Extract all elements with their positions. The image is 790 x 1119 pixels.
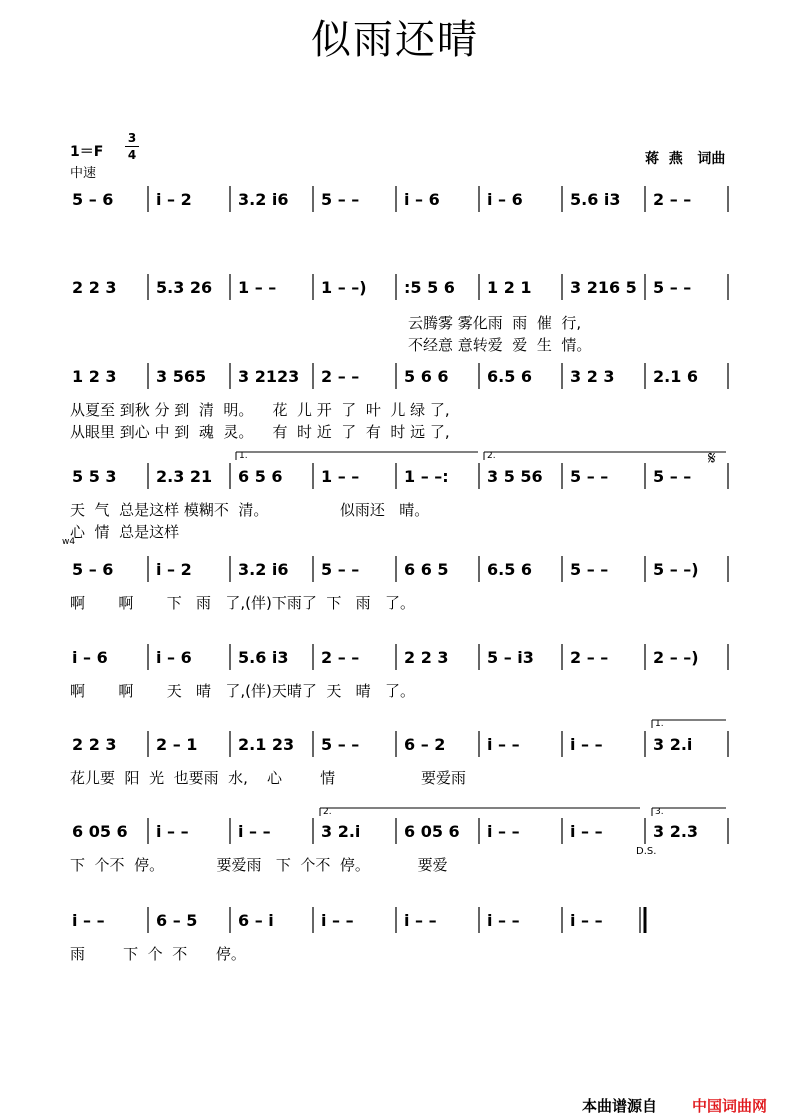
source-label: 本曲谱源自: [582, 1097, 658, 1115]
measure: 1 – –: [238, 278, 277, 297]
source-site: 中国词曲网: [692, 1097, 768, 1115]
dal-segno-mark: D.S.: [636, 846, 657, 857]
measure: i – –: [570, 735, 603, 754]
lyric-line: 啊 啊 天 晴 了,(伴)天晴了 天 晴 了。: [70, 682, 415, 700]
lyric-line: 不经意 意转爱 爱 生 情。: [408, 336, 592, 354]
measure: 3.2 i6: [238, 190, 289, 209]
measure: i – –: [570, 822, 603, 841]
measure: 5 – 6: [72, 560, 114, 579]
measure: 5 – i3: [487, 648, 534, 667]
measure: 5 6 6: [404, 367, 449, 386]
measure: i – –: [487, 735, 520, 754]
measure: 1 – –): [321, 278, 367, 297]
measure: 2 – –: [570, 648, 609, 667]
measure: 5 – 6: [72, 190, 114, 209]
measure: i – –: [404, 911, 437, 930]
lyric-line: 雨 下 个 不 停。: [70, 945, 246, 963]
measure: 6 6 5: [404, 560, 449, 579]
volta-2-label: 2.: [487, 451, 496, 461]
measure: 2 2 3: [404, 648, 449, 667]
measure: i – –: [487, 822, 520, 841]
measure: 6 05 6: [72, 822, 128, 841]
measure: 2 – –: [321, 648, 360, 667]
measure: i – –: [570, 911, 603, 930]
lyric-line: 从眼里 到心 中 到 魂 灵。 有 时 近 了 有 时 远 了,: [70, 423, 450, 441]
measure: i – 6: [404, 190, 440, 209]
time-signature-bottom: 4: [127, 148, 137, 162]
measure: 5.3 26: [156, 278, 213, 297]
measure: i – 2: [156, 560, 192, 579]
measure: 3 2123: [238, 367, 300, 386]
measure: 6 05 6: [404, 822, 460, 841]
lyric-line: 下 个不 停。 要爱雨 下 个不 停。 要爱: [70, 856, 448, 874]
measure: 2 2 3: [72, 735, 117, 754]
tempo-marking: 中速: [70, 166, 97, 181]
measure: 2 – –: [321, 367, 360, 386]
measure: 2 2 3: [72, 278, 117, 297]
measure: 3.2 i6: [238, 560, 289, 579]
volta-1-label: 1.: [239, 451, 248, 461]
measure: 5 – –: [653, 278, 692, 297]
measure: i – 6: [156, 648, 192, 667]
measure: 6 – 5: [156, 911, 198, 930]
lyric-line: 心 情 总是这样: [70, 523, 180, 541]
measure: 6 – i: [238, 911, 274, 930]
lyric-line: 天 气 总是这样 模糊不 清。 似雨还 晴。: [70, 501, 430, 519]
w4-mark: w4: [62, 537, 76, 547]
measure: 2 – 1: [156, 735, 198, 754]
measure: i – 6: [487, 190, 523, 209]
measure: 2.3 21: [156, 467, 213, 486]
measure: 2.1 6: [653, 367, 699, 386]
measure: i – –: [321, 911, 354, 930]
volta-2-label: 2.: [323, 807, 332, 817]
lyric-line: 从夏至 到秋 分 到 清 明。 花 儿 开 了 叶 儿 绿 了,: [70, 401, 450, 419]
measure: 1 – –:: [404, 467, 449, 486]
lyric-line: 花儿要 阳 光 也要雨 水, 心 情 要爱雨: [70, 769, 466, 787]
measure: 3 2 3: [570, 367, 615, 386]
measure: 5 – –: [321, 560, 360, 579]
measure: 5 – –): [653, 560, 699, 579]
measure: 2.1 23: [238, 735, 295, 754]
measure: i – –: [238, 822, 271, 841]
measure: 5 – –: [321, 735, 360, 754]
measure: 3 2.i: [321, 822, 361, 841]
measure: 6 – 2: [404, 735, 446, 754]
measure: 5.6 i3: [570, 190, 621, 209]
measure: 3 2.3: [653, 822, 699, 841]
measure: 1 2 1: [487, 278, 532, 297]
measure: i – 6: [72, 648, 108, 667]
measure: 5.6 i3: [238, 648, 289, 667]
measure: 5 5 3: [72, 467, 117, 486]
measure: 5 – –: [570, 560, 609, 579]
volta-3-label: 3.: [655, 807, 664, 817]
measure: 5 – –: [653, 467, 692, 486]
measure: 3 2.i: [653, 735, 693, 754]
lyricist-composer-credit: 蒋 燕 词曲: [645, 151, 726, 167]
measure: i – –: [487, 911, 520, 930]
measure: 5 – –: [321, 190, 360, 209]
measure: 3 565: [156, 367, 207, 386]
measure: i – –: [72, 911, 105, 930]
measure: 2 – –): [653, 648, 699, 667]
measure: :5 5 6: [404, 278, 455, 297]
measure: 6.5 6: [487, 367, 533, 386]
measure: 1 2 3: [72, 367, 117, 386]
time-signature-top: 3: [127, 131, 137, 145]
measure: 5 – –: [570, 467, 609, 486]
measure: 3 216 5: [570, 278, 637, 297]
measure: 6.5 6: [487, 560, 533, 579]
segno-sign: 𝄋: [708, 448, 716, 469]
lyric-line: 啊 啊 下 雨 了,(伴)下雨了 下 雨 了。: [70, 594, 415, 612]
measure: 2 – –: [653, 190, 692, 209]
song-title: 似雨还晴: [311, 17, 479, 63]
measure: 6 5 6: [238, 467, 283, 486]
volta-1-label: 1.: [655, 719, 664, 729]
measure: 3 5 56: [487, 467, 543, 486]
measure: i – 2: [156, 190, 192, 209]
key-signature: 1＝F: [70, 144, 104, 160]
measure: 1 – –: [321, 467, 360, 486]
lyric-line: 云腾雾 雾化雨 雨 催 行,: [408, 314, 582, 332]
measure: i – –: [156, 822, 189, 841]
